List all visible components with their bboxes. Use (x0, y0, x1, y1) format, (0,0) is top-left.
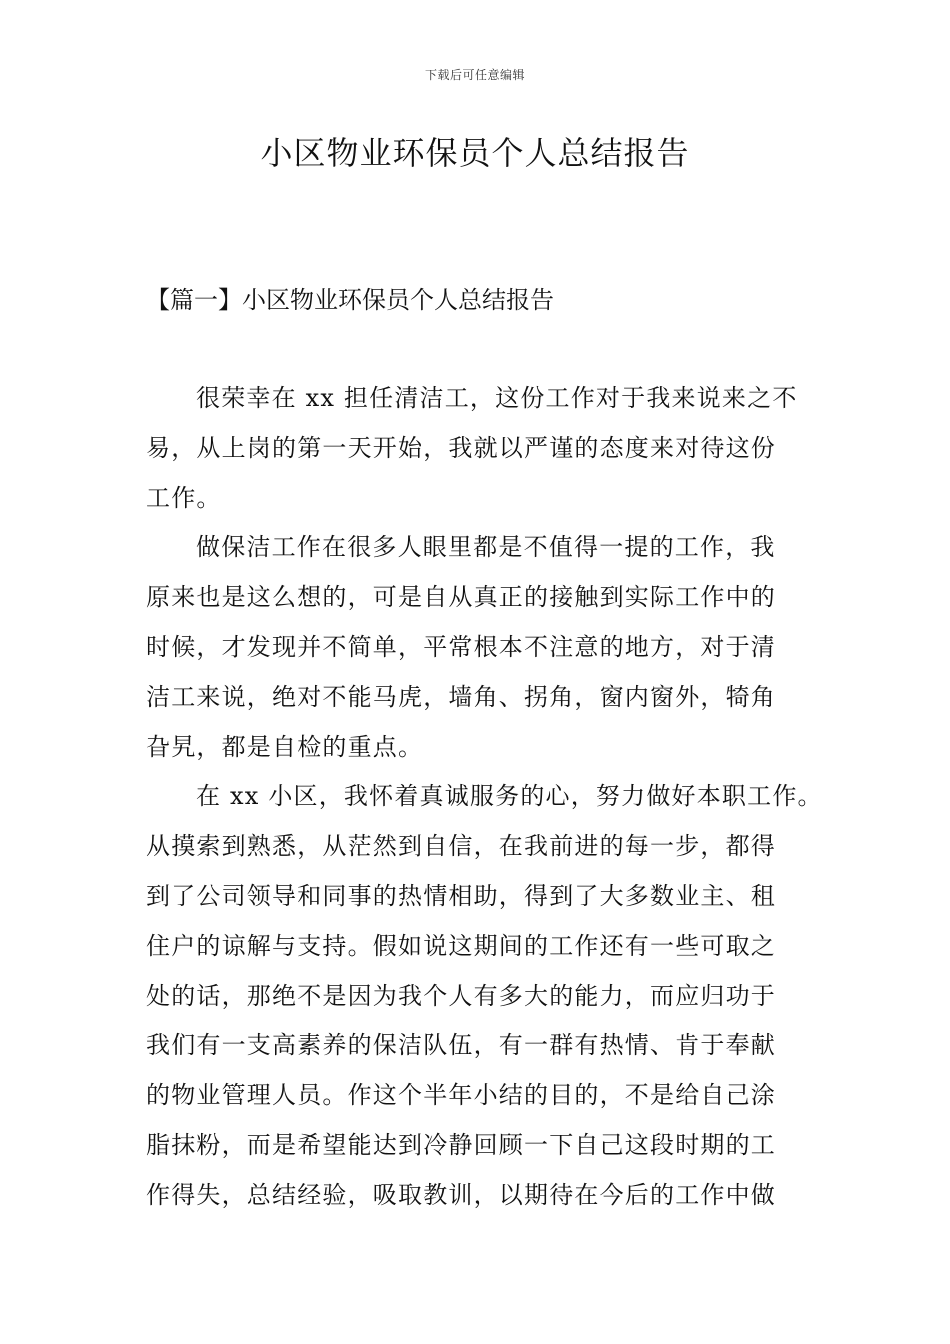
paragraph-line: 脂抹粉，而是希望能达到冷静回顾一下自己这段时期的工 (146, 1130, 776, 1159)
document-title: 小区物业环保员个人总结报告 (260, 134, 690, 172)
paragraph-line: 工作。 (146, 483, 222, 512)
paragraph-line: 在 xx 小区，我怀着真诚服务的心，努力做好本职工作。 (196, 782, 823, 811)
paragraph-line: 的物业管理人员。作这个半年小结的目的，不是给自己涂 (146, 1081, 776, 1110)
body-text (146, 378, 823, 1225)
paragraph-line: 原来也是这么想的，可是自从真正的接触到实际工作中的 (146, 583, 776, 612)
paragraph-line: 住户的谅解与支持。假如说这期间的工作还有一些可取之 (146, 931, 776, 960)
paragraph-line: 易，从上岗的第一天开始，我就以严谨的态度来对待这份 (146, 433, 776, 462)
paragraph-line: 从摸索到熟悉，从茫然到自信，在我前进的每一步，都得 (146, 832, 776, 861)
paragraph-line: 做保洁工作在很多人眼里都是不值得一提的工作，我 (196, 533, 776, 562)
paragraph-line: 处的话，那绝不是因为我个人有多大的能力，而应归功于 (146, 981, 776, 1010)
header-note: 下载后可任意编辑 (424, 68, 525, 82)
paragraph-line: 作得失，总结经验，吸取教训，以期待在今后的工作中做 (146, 1180, 776, 1209)
paragraph-line: 我们有一支高素养的保洁队伍，有一群有热情、肯于奉献 (146, 1031, 776, 1060)
paragraph-line: 洁工来说，绝对不能马虎，墙角、拐角，窗内窗外，犄角 (146, 682, 776, 711)
paragraph-line: 旮旯，都是自检的重点。 (146, 732, 424, 761)
paragraph-line: 时候，才发现并不简单，平常根本不注意的地方，对于清 (146, 632, 776, 661)
paragraph-line: 很荣幸在 xx 担任清洁工，这份工作对于我来说来之不 (196, 384, 798, 412)
section-heading: 【篇一】小区物业环保员个人总结报告 (146, 286, 554, 314)
paragraph-line: 到了公司领导和同事的热情相助，得到了大多数业主、租 (146, 881, 776, 910)
